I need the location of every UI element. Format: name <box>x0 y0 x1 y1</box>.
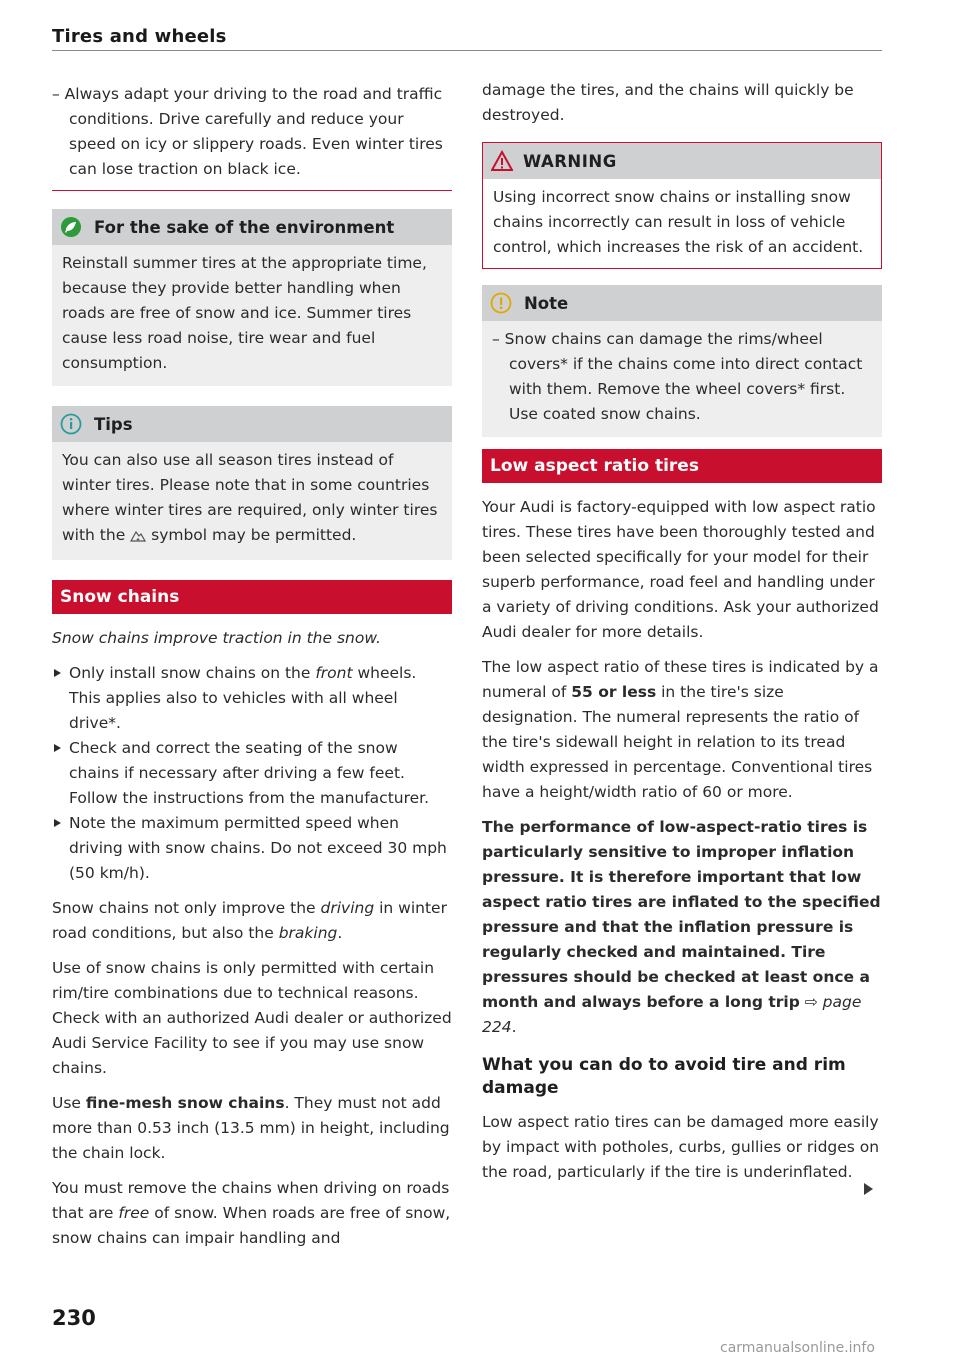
environment-heading: For the sake of the environment <box>94 217 395 237</box>
text: in the tire's size designation. The numeral represents the ratio of the tire's sidewall height in relation to its tread width expressed in percentage. Conventional tires have a height/width ratio of 60 or more. <box>482 683 873 801</box>
text: Use <box>52 1094 86 1112</box>
environment-body <box>52 245 452 386</box>
emphasis: braking <box>278 924 338 942</box>
continued-text: damage the tires, and the chains will quickly be destroyed. <box>482 81 854 124</box>
step-emphasis: front <box>315 664 353 682</box>
tips-text-1: You can also use all season tires instead of winter tires. Please note that in some countries where winter tires are required, only winter tires with the <box>62 451 438 544</box>
bold-warning-text: The performance of low-aspect-ratio tires is particularly sensitive to improper inflation pressure. It is therefore important that low aspect ratio tires are inflated to the specified pressure and that the inflation pressure is regularly checked and maintained. Tire pressures should be checked at least once a month and always before a long trip <box>482 818 881 1011</box>
header-rule <box>52 50 882 51</box>
info-icon <box>60 413 82 435</box>
text: The low aspect ratio of these tires is indicated by a numeral of <box>482 658 879 701</box>
right-column <box>482 78 882 1195</box>
note-heading-bar <box>482 285 882 321</box>
environment-box <box>52 209 452 386</box>
emphasis: 55 or less <box>571 683 657 701</box>
tips-heading: Tips <box>94 414 133 434</box>
step-text: Only install snow chains on the <box>69 664 316 682</box>
text: Snow chains not only improve the <box>52 899 321 917</box>
text: of snow. When roads are free of snow, snow chains can impair handling and <box>52 1204 451 1247</box>
snow-chains-subtitle: Snow chains improve traction in the snow. <box>52 629 381 647</box>
tips-text-2: symbol may be permitted. <box>151 526 357 544</box>
list-item: Check and correct the seating of the snow chains if necessary after driving a few feet. Follow the instructions from the manufacturer. <box>52 736 452 811</box>
left-column <box>52 78 452 1261</box>
section-title: Tires and wheels <box>52 26 227 47</box>
text: . <box>337 924 343 942</box>
warning-body <box>483 179 881 268</box>
subheading: What you can do to avoid tire and rim damage <box>482 1055 846 1098</box>
note-text: – Snow chains can damage the rims/wheel covers* if the chains come into direct contact with them. Remove the wheel covers* first. Use coated snow chains. <box>492 330 863 423</box>
warning-text: Using incorrect snow chains or installing snow chains incorrectly can result in loss of vehicle control, which increases the risk of an accident. <box>493 188 864 256</box>
list-item <box>52 661 452 736</box>
emphasis: free <box>118 1204 150 1222</box>
emphasis: fine-mesh snow chains <box>85 1094 285 1112</box>
paragraph <box>52 896 452 946</box>
paragraph <box>482 815 882 1040</box>
paragraph <box>52 1091 452 1166</box>
list-item: Note the maximum permitted speed when driving with snow chains. Do not exceed 30 mph (50 km/h). <box>52 811 452 886</box>
tips-box <box>52 406 452 560</box>
low-aspect-heading: Low aspect ratio tires <box>482 449 882 483</box>
page-header <box>52 26 882 47</box>
note-heading: Note <box>524 293 569 313</box>
intro-dash-text: – Always adapt your driving to the road and traffic conditions. Drive carefully and reduce your speed on icy or slippery roads. Even winter tires can lose traction on black ice. <box>52 85 443 178</box>
emphasis: driving <box>320 899 375 917</box>
tips-body <box>52 442 452 560</box>
warning-heading-bar <box>483 143 881 179</box>
leaf-icon <box>60 216 82 238</box>
paragraph: Use of snow chains is only permitted with certain rim/tire combinations due to technical reasons. Check with an authorized Audi dealer or authorized Audi Service Facility to see if you may use snow chains. <box>52 959 452 1077</box>
intro-box <box>52 78 452 191</box>
paragraph: Low aspect ratio tires can be damaged more easily by impact with potholes, curbs, gullies or ridges on the road, particularly if the tire is underinflated. <box>482 1113 880 1181</box>
snow-chains-steps <box>52 661 452 886</box>
note-box <box>482 285 882 437</box>
warning-heading: WARNING <box>523 151 617 171</box>
tips-heading-bar <box>52 406 452 442</box>
exclamation-icon <box>490 292 512 314</box>
warning-box <box>482 142 882 269</box>
environment-heading-bar <box>52 209 452 245</box>
continue-arrow-icon <box>864 1183 873 1195</box>
text: in winter road conditions, but also the <box>52 899 447 942</box>
paragraph <box>52 1176 452 1251</box>
warning-triangle-icon <box>491 150 513 172</box>
snow-chains-heading: Snow chains <box>52 580 452 614</box>
paragraph: Your Audi is factory-equipped with low aspect ratio tires. These tires have been thoroughly tested and been selected specifically for your model for their superb performance, road feel and handling under a variety of driving conditions. Ask your authorized Audi dealer for more details. <box>482 498 879 641</box>
page-number: 230 <box>52 1306 96 1330</box>
text: . <box>511 1018 517 1036</box>
snowflake-mountain-icon <box>130 525 146 550</box>
text: You must remove the chains when driving on roads that are <box>52 1179 450 1222</box>
environment-text: Reinstall summer tires at the appropriate time, because they provide better handling when roads are free of snow and ice. Summer tires cause less road noise, tire wear and fuel consumption. <box>62 254 427 372</box>
paragraph <box>482 655 882 805</box>
text: . They must not add more than 0.53 inch (13.5 mm) in height, including the chain lock. <box>52 1094 450 1162</box>
tips-text <box>62 448 442 550</box>
step-text: wheels. This applies also to vehicles with all wheel drive*. <box>69 664 417 732</box>
page-reference-link[interactable]: ⇨ page 224 <box>482 993 862 1036</box>
note-body <box>482 321 882 437</box>
watermark: carmanualsonline.info <box>720 1340 875 1356</box>
